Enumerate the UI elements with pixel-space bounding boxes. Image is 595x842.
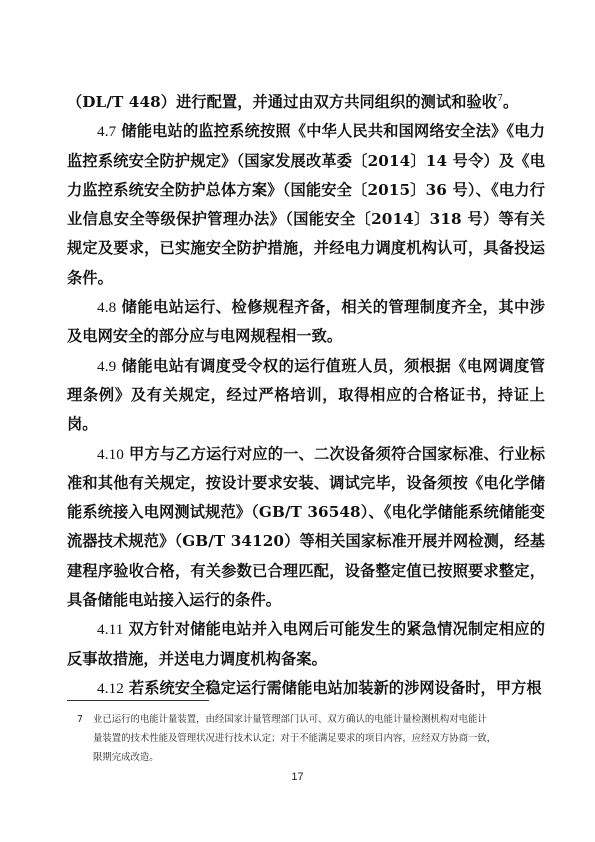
footnote-line: 限期完成改造。 <box>93 752 159 763</box>
page-number: 17 <box>291 771 304 783</box>
clause-text: 双方针对储能电站并入电网后可能发生的紧急情况制定相应的反事故措施，并送电力调度机构备案。 <box>67 620 545 668</box>
clause-4-11 <box>67 615 545 674</box>
clause-number: 4.8 <box>97 299 117 317</box>
paragraph-continuation <box>67 88 545 117</box>
clause-4-9 <box>67 352 545 440</box>
clause-4-8 <box>67 293 545 352</box>
clause-number: 4.12 <box>97 679 124 697</box>
footnote-separator <box>67 700 209 701</box>
clause-4-10 <box>67 440 545 616</box>
paragraph-tail: 。 <box>502 93 519 111</box>
footnote-reference[interactable]: 7 <box>497 93 503 104</box>
footnote-mark: 7 <box>77 714 83 725</box>
footnote-line: 量装置的技术性能及管理状况进行技术认定；对于不能满足要求的项目内容，应经双方协商一致， <box>93 733 497 744</box>
footnote <box>67 710 545 767</box>
paragraph-text: （DL/T 448）进行配置，并通过由双方共同组织的测试和验收 <box>67 93 498 111</box>
footnote-text: 业已运行的电能计量装置，由经国家计量管理部门认可、双方确认的电能计量检测机构对电能计 <box>93 714 487 725</box>
footnote-line <box>67 710 545 729</box>
clause-4-7 <box>67 117 545 293</box>
clause-number: 4.10 <box>97 445 124 463</box>
clause-text: 储能电站的监控系统按照《中华人民共和国网络安全法》《电力监控系统安全防护规定》（国家发展改革委〔2014〕14 号令）及《电力监控系统安全防护总体方案》（国能安全〔2015〕36 号）、《电力行业信息安全等级保护管理办法》（国能安全〔2014〕318 号）等有关规定及要求，已实施安全防护措施，并经电力调度机构认可，具备投运条件。 <box>67 122 545 287</box>
clause-text: 若系统安全稳定运行需储能电站加装新的涉网设备时，甲方根 <box>128 678 542 697</box>
clause-text: 储能电站有调度受令权的运行值班人员，须根据《电网调度管理条例》及有关规定，经过严格培训，取得相应的合格证书，持证上岗。 <box>67 356 545 434</box>
body-text <box>67 88 545 703</box>
clause-number: 4.9 <box>97 357 117 375</box>
clause-number: 4.7 <box>97 123 117 141</box>
clause-text: 甲方与乙方运行对应的一、二次设备须符合国家标准、行业标准和其他有关规定，按设计要求安装、调试完毕，设备须按《电化学储能系统接入电网测试规范》（GB/T 36548）、《电化学储能系统储能变流器技术规范》（GB/T 34120）等相关国家标准开展并网检测，经基建程序验收合格，有关参数已合理匹配，设备整定值已按照要求整定，具备储能电站接入运行的条件。 <box>67 444 545 610</box>
clause-text: 储能电站运行、检修规程齐备，相关的管理制度齐全，其中涉及电网安全的部分应与电网规程相一致。 <box>67 298 545 346</box>
clause-4-12 <box>67 674 545 703</box>
clause-number: 4.11 <box>97 621 124 639</box>
